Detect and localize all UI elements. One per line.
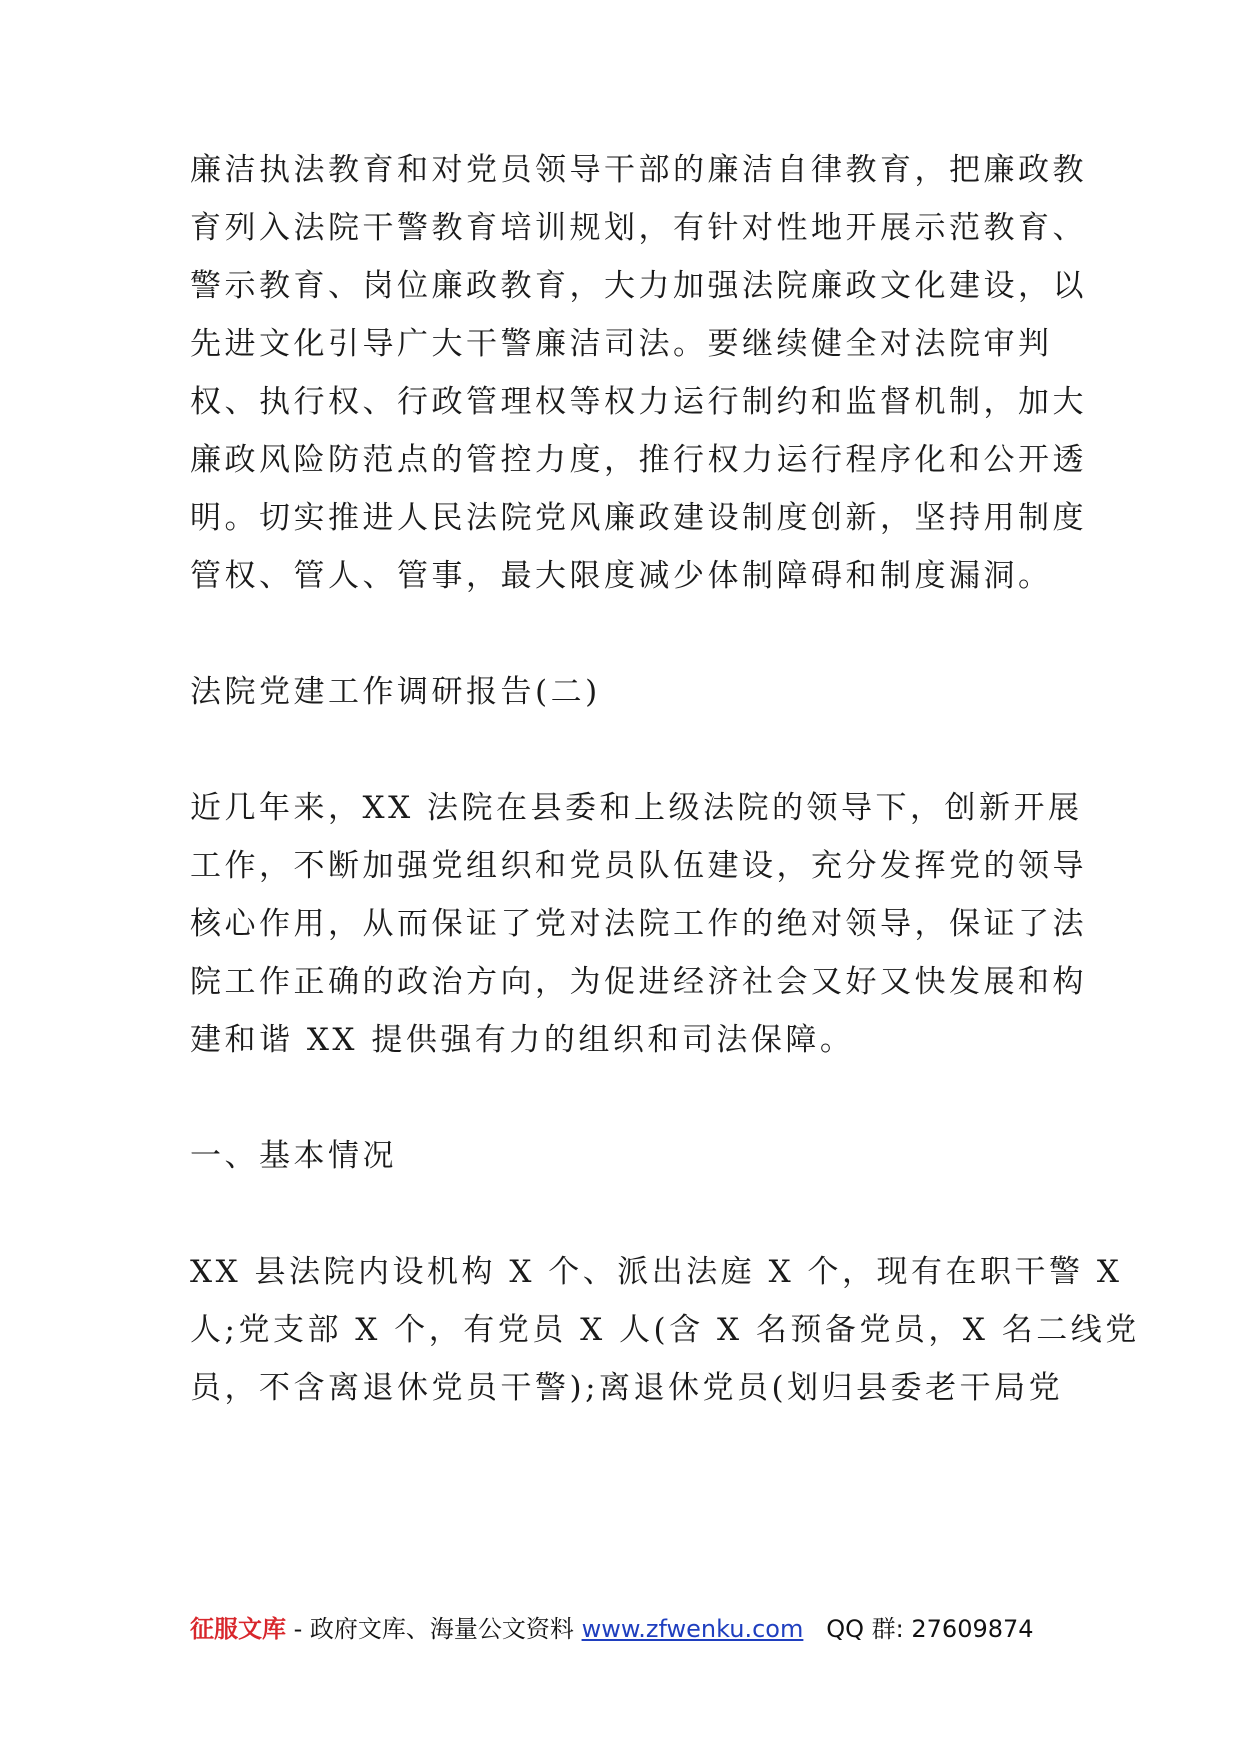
- body-text-line: 近几年来，XX 法院在县委和上级法院的领导下，创新开展: [190, 790, 1083, 826]
- footer-tagline: 政府文库、海量公文资料: [309, 1615, 582, 1643]
- section-title: 法院党建工作调研报告(二): [190, 674, 601, 710]
- footer-brand: 征服文库: [190, 1615, 286, 1643]
- body-text-line: 先进文化引导广大干警廉洁司法。要继续健全对法院审判: [190, 326, 1053, 362]
- body-text-line: 管权、管人、管事，最大限度减少体制障碍和制度漏洞。: [190, 558, 1053, 594]
- body-text-line: XX 县法院内设机构 X 个、派出法庭 X 个，现有在职干警 X: [190, 1254, 1123, 1290]
- body-text-line: 工作，不断加强党组织和党员队伍建设，充分发挥党的领导: [190, 848, 1087, 884]
- body-text-line: 人;党支部 X 个，有党员 X 人(含 X 名预备党员，X 名二线党: [190, 1312, 1140, 1348]
- footer-watermark: [190, 1612, 1034, 1646]
- section-heading: 一、基本情况: [190, 1138, 397, 1174]
- body-text-line: 廉洁执法教育和对党员领导干部的廉洁自律教育，把廉政教: [190, 152, 1087, 188]
- body-text-line: 廉政风险防范点的管控力度，推行权力运行程序化和公开透: [190, 442, 1087, 478]
- footer-separator: -: [286, 1615, 310, 1643]
- body-text-line: 权、执行权、行政管理权等权力运行制约和监督机制，加大: [190, 384, 1087, 420]
- body-text-line: 建和谐 XX 提供强有力的组织和司法保障。: [190, 1022, 855, 1058]
- body-text-line: 育列入法院干警教育培训规划，有针对性地开展示范教育、: [190, 210, 1087, 246]
- footer-url-link[interactable]: www.zfwenku.com: [581, 1615, 804, 1643]
- body-text-line: 员，不含离退休党员干警);离退休党员(划归县委老干局党: [190, 1370, 1064, 1406]
- body-text-line: 警示教育、岗位廉政教育，大力加强法院廉政文化建设，以: [190, 268, 1087, 304]
- footer-qq-group: QQ 群: 27609874: [826, 1615, 1034, 1643]
- body-text-line: 核心作用，从而保证了党对法院工作的绝对领导，保证了法: [190, 906, 1087, 942]
- body-text-line: 明。切实推进人民法院党风廉政建设制度创新，坚持用制度: [190, 500, 1087, 536]
- body-text-line: 院工作正确的政治方向，为促进经济社会又好又快发展和构: [190, 964, 1087, 1000]
